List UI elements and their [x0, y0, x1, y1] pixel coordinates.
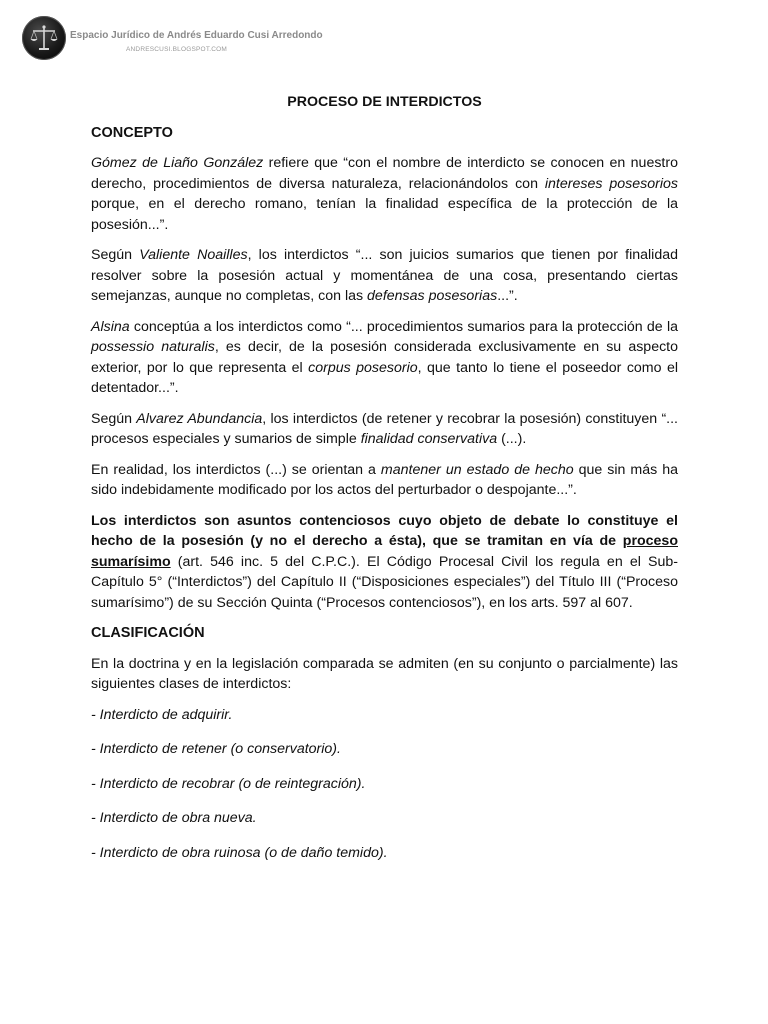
paragraph-alvarez: [91, 409, 678, 450]
paragraph-valiente: [91, 245, 678, 307]
bold-text: Los interdictos son asuntos contenciosos cuyo objeto de debate lo constituye el hecho de la posesión (y no el derecho a ésta), que se tramitan en vía de: [91, 512, 678, 549]
paragraph-text: , es decir, de la posesión considerada exclusivamente en su aspecto exterior, por lo que representa el: [91, 339, 679, 376]
scales-of-justice-icon: [22, 16, 66, 60]
page-header: [22, 16, 442, 62]
paragraph-definicion: [91, 511, 678, 614]
paragraph-text: (...).: [497, 431, 527, 447]
paragraph-text: En realidad, los interdictos (...) se orientan a: [91, 461, 381, 478]
site-url: ANDRESCUSI.BLOGSPOT.COM: [126, 46, 228, 53]
list-item: - Interdicto de adquirir.: [91, 706, 233, 723]
section-heading-concept: CONCEPTO: [91, 124, 173, 141]
author-name: Alvarez Abundancia: [136, 410, 263, 427]
list-item: - Interdicto de recobrar (o de reintegración).: [91, 775, 366, 792]
paragraph-text: conceptúa a los interdictos como “... procedimientos sumarios para la protección de la: [129, 318, 678, 335]
paragraph-text: porque, en el derecho romano, tenían la finalidad específica de la protección de la posesión...”.: [91, 196, 678, 233]
list-item: - Interdicto de obra ruinosa (o de daño temido).: [91, 844, 388, 861]
paragraph-text: ...”.: [497, 288, 518, 304]
section-heading-classification: CLASIFICACIÓN: [91, 625, 205, 641]
emphasis-text: mantener un estado de hecho: [380, 461, 574, 478]
emphasis-text: possessio naturalis: [91, 339, 215, 355]
document-body: [91, 92, 678, 877]
paragraph-alsina: [91, 317, 678, 399]
paragraph-text: Según: [91, 247, 140, 263]
paragraph-text: refiere que “con el nombre de interdicto se conocen en nuestro derecho, procedimientos de diversa naturaleza, relacionándolos con: [91, 155, 678, 192]
paragraph-gomez: [91, 153, 678, 235]
emphasis-text: defensas posesorias: [367, 288, 498, 304]
paragraph-text: que sin más ha sido indebidamente modificado por los actos del perturbador o despojante...”.: [91, 461, 678, 498]
author-name: Gómez de Liaño González: [91, 155, 264, 171]
paragraph-realidad: [91, 460, 678, 501]
emphasis-text: finalidad conservativa: [360, 431, 498, 447]
paragraph-doctrina: En la doctrina y en la legislación comparada se admiten (en su conjunto o parcialmente) las siguientes clases de interdictos:: [91, 655, 678, 692]
document-title: PROCESO DE INTERDICTOS: [287, 94, 482, 110]
emphasis-text: intereses posesorios: [544, 175, 678, 192]
interdict-list: [91, 705, 678, 864]
paragraph-text: , que tanto lo tiene el poseedor como el detentador...”.: [91, 359, 678, 396]
paragraph-text: Según: [91, 410, 137, 427]
bold-underlined-text: proceso sumarísimo: [91, 533, 678, 570]
list-item: - Interdicto de retener (o conservatorio).: [91, 741, 341, 757]
author-name: Alsina: [91, 318, 130, 335]
list-item: - Interdicto de obra nueva.: [91, 810, 257, 826]
site-name: Espacio Jurídico de Andrés Eduardo Cusi Arredondo: [70, 30, 323, 41]
paragraph-text: (art. 546 inc. 5 del C.P.C.). El Código Procesal Civil los regula en el Sub-Capítulo 5° (“Interdictos”) del Capítulo II (“Disposiciones especiales”) del Título III (“Proceso sumarísimo”) de su Sección Quinta (“Procesos contenciosos”), en los arts. 597 al 607.: [91, 553, 678, 611]
emphasis-text: corpus posesorio: [308, 359, 418, 376]
author-name: Valiente Noailles: [139, 247, 248, 263]
paragraph-text: , los interdictos (de retener y recobrar la posesión) constituyen “... procesos especiales y sumarios de simple: [91, 410, 678, 447]
paragraph-text: , los interdictos “... son juicios sumarios que tienen por finalidad resolver sobre la posesión actual y momentánea de una cosa, presentando ciertas semejanzas, aunque no completas, con las: [91, 247, 678, 304]
